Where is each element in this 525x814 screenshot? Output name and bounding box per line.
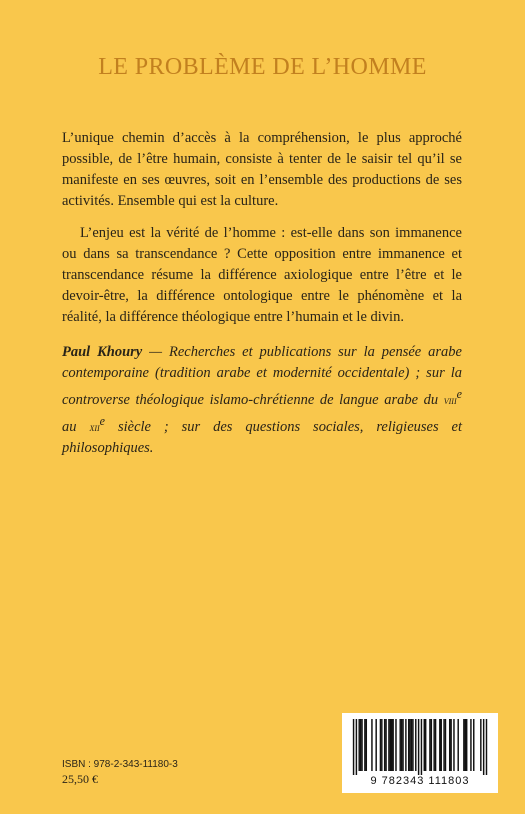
barcode-bar: [375, 719, 376, 771]
author-bio-text-1: — Recherches et publications sur la pensée arabe contemporaine (tradition arabe et modernité occidentale) ; sur la controverse théologique islamo-chrétienne de langue arabe du: [62, 344, 462, 408]
barcode-bar: [405, 719, 406, 771]
barcode-bar: [358, 719, 359, 771]
barcode-bar: [463, 719, 464, 771]
barcode-bar: [401, 719, 402, 771]
barcode-bar: [480, 719, 481, 771]
barcode-bar: [409, 719, 410, 771]
barcode-bar: [411, 719, 412, 771]
author-bio-text-2: au: [62, 418, 90, 435]
barcode-bar: [384, 719, 385, 771]
barcode-bar: [450, 719, 451, 771]
century-xii-sup: e: [99, 413, 106, 428]
barcode-bar: [431, 719, 432, 771]
book-summary: [62, 128, 462, 339]
barcode-bar: [465, 719, 466, 771]
barcode-bar: [399, 719, 400, 771]
barcode-bar: [418, 719, 419, 775]
barcode-bar: [391, 719, 392, 771]
barcode-bar: [381, 719, 382, 771]
barcode-bar: [443, 719, 444, 771]
barcode-bar: [483, 719, 484, 775]
barcode-bar: [392, 719, 393, 771]
barcode-bar: [433, 719, 434, 771]
barcode-bar: [421, 719, 422, 775]
barcode-bar: [449, 719, 450, 771]
barcode-bar: [361, 719, 362, 771]
barcode-bar: [415, 719, 416, 771]
barcode-bar: [402, 719, 403, 771]
century-viii: viii: [443, 392, 457, 407]
barcode-bar: [429, 719, 430, 771]
barcode-bars: [350, 719, 490, 775]
century-xii: xii: [89, 419, 100, 434]
barcode-bar: [453, 719, 454, 771]
isbn-label: ISBN : 978-2-343-11180-3: [62, 759, 178, 770]
author-name: Paul Khoury: [62, 344, 143, 360]
summary-paragraph-1: L’unique chemin d’accès à la compréhension, le plus approché possible, de l’être humain, consiste à tenter de le saisir tel qu’il se manifeste en ses œuvres, soit en l’ensemble des productions de ses activités. Ensemble qui est la culture.: [62, 130, 462, 209]
barcode-bar: [424, 719, 425, 771]
barcode-bar: [435, 719, 436, 771]
barcode-bar: [390, 719, 391, 771]
barcode-bar: [441, 719, 442, 771]
barcode-bar: [388, 719, 389, 771]
barcode-bar: [395, 719, 396, 771]
barcode-bar: [486, 719, 487, 775]
author-bio-text-3: siècle ; sur des questions sociales, religieuses et philosophiques.: [62, 418, 462, 456]
barcode-bar: [360, 719, 361, 771]
barcode-bar: [356, 719, 357, 775]
book-title: LE PROBLÈME DE L’HOMME: [98, 54, 427, 80]
barcode-bar: [445, 719, 446, 771]
barcode-bar: [385, 719, 386, 771]
barcode-bar: [412, 719, 413, 771]
barcode-bar: [473, 719, 474, 771]
barcode-bar: [380, 719, 381, 771]
summary-paragraph-2: L’enjeu est la vérité de l’homme : est-elle dans son immanence ou dans sa transcendance ? Cette opposition entre immanence et transcendance résume la différence axiologique entre l’être et le devoir-être, la différence ontologique entre le phénomène et la réalité, la différence théologique entre l’humain et le divin.: [62, 225, 462, 325]
barcode-number: 9 782343 111803: [370, 775, 470, 787]
barcode-bar: [366, 719, 367, 771]
barcode-bar: [439, 719, 440, 771]
barcode-bar: [364, 719, 365, 771]
barcode-bar: [425, 719, 426, 771]
barcode-bar: [457, 719, 458, 771]
barcode-bar: [470, 719, 471, 771]
barcode-bar: [371, 719, 372, 771]
century-viii-sup: e: [456, 387, 462, 401]
barcode-bar: [408, 719, 409, 771]
price-label: 25,50 €: [62, 772, 98, 786]
author-bio: [62, 342, 462, 459]
barcode: [342, 713, 498, 793]
barcode-bar: [466, 719, 467, 771]
barcode-bar: [353, 719, 354, 775]
